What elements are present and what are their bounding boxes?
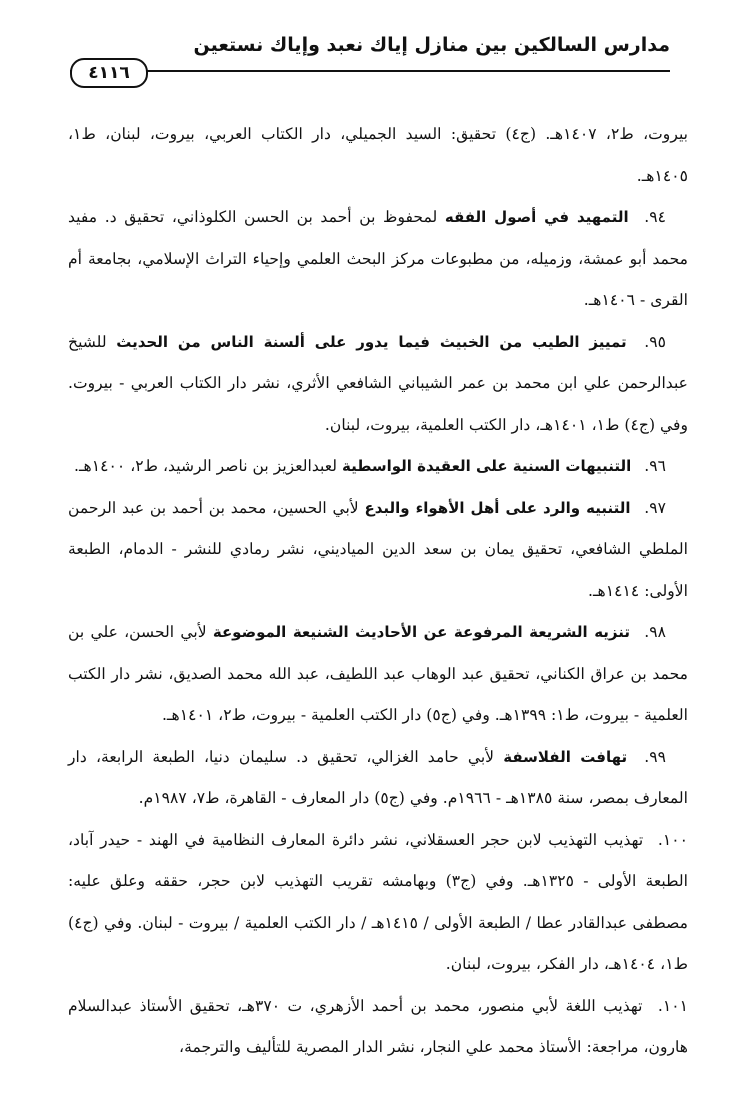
entry-text: للشيخ عبدالرحمن علي ابن محمد بن عمر الشيباني الشافعي الأثري، نشر دار الكتاب العربي - بيروت. وفي (ج٤) ط١، ١٤٠١هـ، دار الكتب العلمية، بيروت، لبنان. [68,332,688,434]
entry-number: ٩٨. [644,623,666,641]
list-item [68,612,688,737]
list-item [68,737,688,820]
entry-number: ١٠١. [657,996,688,1015]
entry-title: تنزيه الشريعة المرفوعة عن الأحاديث الشنيعة الموضوعة [212,623,631,641]
entry-text: لأبي الحسين، محمد بن أحمد بن عبد الرحمن الملطي الشافعي، تحقيق يمان بن سعد الدين المياديني، نشر رمادي للنشر - الدمام، الطبعة الأولى: ١٤١٤هـ. [68,498,688,600]
header-rule [70,70,670,72]
entry-text: لأبي الحسن، علي بن محمد بن عراق الكناني، تحقيق عبد الوهاب عبد اللطيف، عبد الله محمد الصديق، نشر دار الكتب العلمية - بيروت، ط١: ١٣٩٩هـ. وفي (ج٥) دار الكتب العلمية - بيروت، ط٢، ١٤٠١هـ. [68,623,688,724]
list-item [68,322,688,447]
entry-number: ٩٧. [644,498,666,517]
entry-text: بيروت، ط٢، ١٤٠٧هـ. (ج٤) تحقيق: السيد الجميلي، دار الكتاب العربي، بيروت، لبنان، ط١، ١٤٠٥هـ. [68,125,688,185]
running-title: مدارس السالكين بين منازل إياك نعبد وإياك نستعين [193,34,670,56]
list-item [68,820,688,986]
entry-text: لأبي حامد الغزالي، تحقيق د. سليمان دنيا، الطبعة الرابعة، دار المعارف بمصر، سنة ١٣٨٥هـ - ١٩٦٦م. وفي (ج٥) دار المعارف - القاهرة، ط٧، ١٩٨٧م. [68,747,688,807]
list-item [68,197,688,322]
entry-title: تمييز الطيب من الخبيث فيما يدور على ألسنة الناس من الحديث [116,332,627,351]
entry-number: ٩٦. [644,457,666,475]
entry-text: تهذيب التهذيب لابن حجر العسقلاني، نشر دائرة المعارف النظامية في الهند - حيدر آباد، الطبعة الأولى - ١٣٢٥هـ. وفي (ج٣) وبهامشه تقريب التهذيب لابن حجر، حققه وعلق عليه: مصطفى عبدالقادر عطا / الطبعة الأولى / ١٤١٥هـ / دار الكتب العلمية / بيروت - لبنان. وفي (ج٤) ط١، ١٤٠٤هـ، دار الفكر، بيروت، لبنان. [68,830,689,973]
entry-text: لعبدالعزيز بن ناصر الرشيد، ط٢، ١٤٠٠هـ. [73,457,338,475]
list-item [68,488,688,613]
entry-title: التنبيه والرد على أهل الأهواء والبدع [364,498,631,517]
entry-title: تهافت الفلاسفة [503,747,628,766]
entry-text: تهذيب اللغة لأبي منصور، محمد بن أحمد الأزهري، ت ٣٧٠هـ، تحقيق الأستاذ عبدالسلام هارون، مراجعة: الأستاذ محمد علي النجار، نشر الدار المصرية للتأليف والترجمة، [68,996,688,1056]
page-number: ٤١١٦ [70,58,148,88]
page-header [70,28,670,88]
list-item [68,986,688,1069]
entry-number: ١٠٠. [657,830,688,849]
entry-title: التنبيهات السنية على العقيدة الواسطية [342,457,632,475]
entry-number: ٩٤. [644,208,666,226]
entry-title: التمهيد في أصول الفقه [444,208,629,226]
entry-text: لمحفوظ بن أحمد بن الحسن الكلوذاني، تحقيق د. مفيد محمد أبو عمشة، وزميله، من مطبوعات مركز البحث العلمي وإحياء التراث الإسلامي، بجامعة أم القرى - ١٤٠٦هـ. [68,208,688,309]
list-item [68,114,688,197]
bibliography-list [68,114,688,1069]
entry-number: ٩٩. [644,747,666,766]
entry-number: ٩٥. [644,332,666,351]
list-item [68,446,688,488]
